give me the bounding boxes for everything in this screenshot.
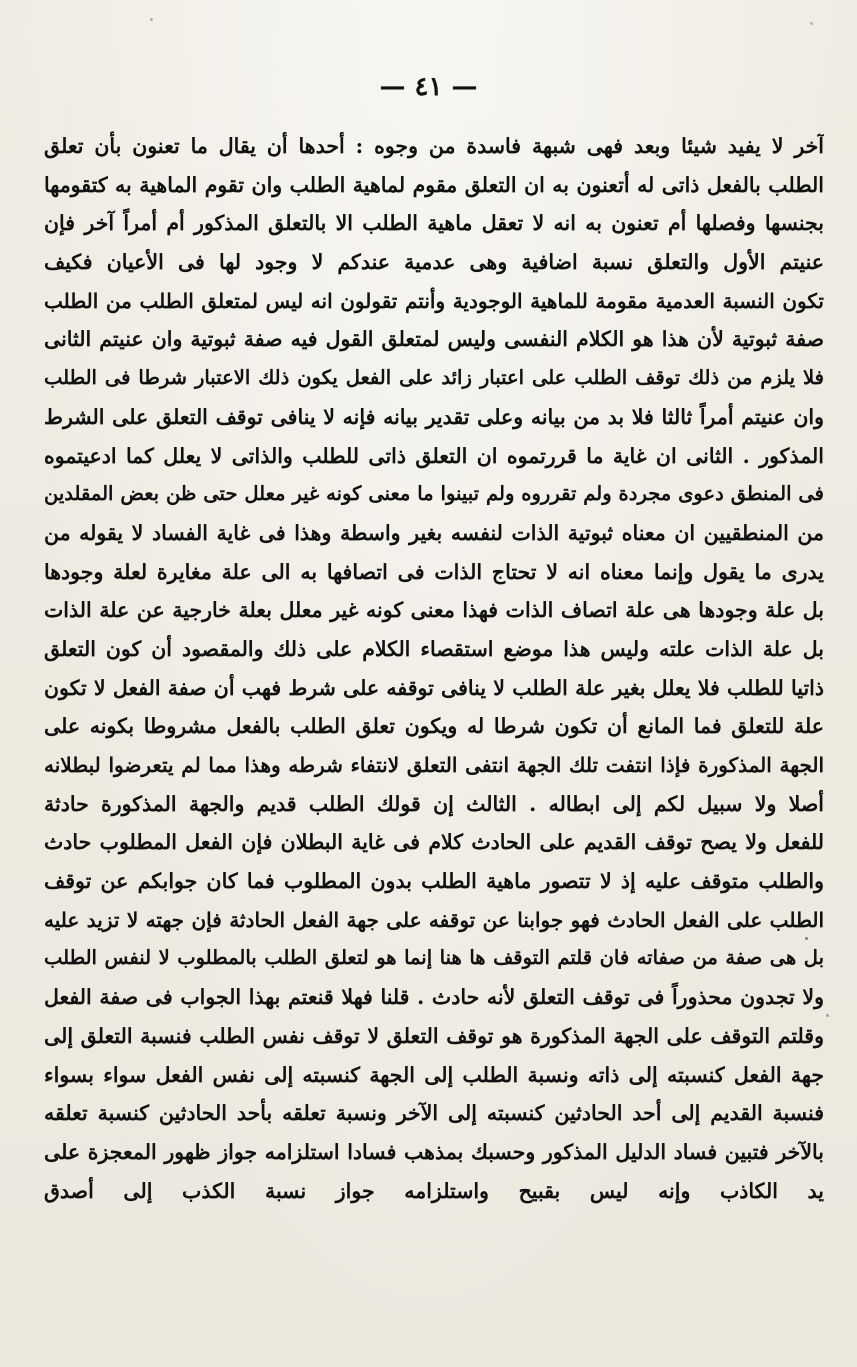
paper-speck (805, 937, 808, 940)
text-line: الجهة المذكورة فإذا انتفت تلك الجهة انتفى التعلق لانتفاء شرطه وهذا مما لم يتعرضوا لبطلانه (44, 753, 824, 777)
text-line: ذاتيا للطلب فلا يعلل بغير علة الطلب لا ينافى توقفه على شرط فهب أن صفة الفعل لا تكون (44, 675, 824, 700)
text-line: للفعل ولا يصح توقف القديم على الحادث كلام فى غاية البطلان فإن الفعل المطلوب حادث (44, 830, 824, 855)
paper-speck (810, 22, 813, 25)
text-line: يدرى ما يقول وإنما معناه انه لا تحتاج الذات فى اتصافها به الى علة مغايرة لعلة وجودها (44, 559, 824, 584)
text-line: تكون النسبة العدمية مقومة للماهية الوجودية وأنتم تقولون انه ليس لمتعلق الطلب من الطلب (44, 288, 824, 313)
text-line: أصلا ولا سبيل لكم إلى ابطاله . الثالث إن قولك الطلب قديم والجهة المذكورة حادثة (44, 791, 824, 816)
text-line: وان عنيتم أمراً ثالثا فلا بد من بيانه وعلى تقدير بيانه فإنه لا ينافى توقف التعلق على الشرط (44, 404, 824, 429)
text-line: عنيتم الأول والتعلق نسبة اضافية وهى عدمية عندكم لا وجود لها فى الأعيان فكيف (44, 250, 824, 275)
text-line: فى المنطق دعوى مجردة ولم تقرروه ولم تبينوا ما معنى كونه غير معلل حتى ظن بعض المقلدين (44, 482, 824, 506)
text-line: الطلب بالفعل ذاتى له أتعنون به ان التعلق مقوم لماهية الطلب وان تقوم الماهية به كتقومها (44, 172, 824, 197)
text-line: فنسبة القديم إلى أحد الحادثين كنسبته إلى الآخر ونسبة تعلقه بأحد الحادثين كنسبة تعلقه (44, 1101, 824, 1126)
text-line: علة للتعلق فما المانع أن تكون شرطا له ويكون تعلق الطلب بالفعل مشروطا بكونه على (44, 714, 824, 739)
text-line: من المنطقيين ان معناه ثبوتية الذات لنفسه بغير واسطة وهذا فى غاية الفساد لا يقوله من (44, 520, 824, 545)
text-line: فلا يلزم من ذلك توقف الطلب على اعتبار زائد على الفعل يكون ذلك الاعتبار شرطا فى الطلب (44, 366, 824, 390)
text-line: الطلب على الفعل الحادث فهو جوابنا عن توقفه على جهة الفعل الحادثة فإن جهته لا تزيد عليه (44, 907, 824, 932)
text-line: جهة الفعل كنسبته إلى ذاته ونسبة الطلب إلى الجهة كنسبته إلى نفس الفعل سواء بسواء (44, 1062, 824, 1087)
text-line: بالآخر فتبين فساد الدليل المذكور وحسبك بمذهب فسادا استلزامه جواز ظهور المعجزة على (44, 1139, 824, 1164)
text-line: المذكور . الثانى ان غاية ما قررتموه ان التعلق ذاتى للطلب والذاتى لا يعلل كما ادعيتموه (44, 443, 824, 468)
text-line: بل هى صفة من صفاته فان قلتم التوقف ها هنا إنما هو لتعلق الطلب بالمطلوب لا لنفس الطلب (44, 946, 824, 970)
text-line: صفة ثبوتية لأن هذا هو الكلام النفسى وليس لمتعلق القول فيه صفة ثبوتية وان عنيتم الثانى (44, 327, 824, 352)
text-line: والطلب متوقف عليه إذ لا تتصور ماهية الطلب بدون المطلوب فما كان جوابكم عن توقف (44, 869, 824, 894)
text-line: وقلتم التوقف على الجهة المذكورة هو توقف التعلق لا توقف نفس الطلب فنسبة التعلق إلى (44, 1023, 824, 1048)
paper-speck (826, 1014, 829, 1017)
body-text (44, 127, 824, 1210)
text-line: بل علة الذات علته وليس هذا موضع استقصاء الكلام على ذلك والمقصود أن كون التعلق (44, 636, 824, 661)
page-number: — ٤١ — (379, 72, 478, 102)
text-line: ولا تجدون محذوراً فى توقف التعلق لأنه حادث . قلنا فهلا قنعتم بهذا الجواب فى صفة الفعل (44, 985, 824, 1010)
text-line: يد الكاذب وإنه ليس بقبيح واستلزامه جواز نسبة الكذب إلى أصدق (44, 1178, 824, 1203)
text-line: بجنسها وفصلها أم تعنون به انه لا تعقل ماهية الطلب الا بالتعلق المذكور أم أمراً آخر فإن (44, 211, 824, 236)
text-line: بل علة وجودها هى علة اتصاف الذات فهذا معنى كونه غير معلل بعلة خارجية عن علة الذات (44, 598, 824, 623)
paper-speck (150, 18, 153, 21)
text-line: آخر لا يفيد شيئا وبعد فهى شبهة فاسدة من وجوه : أحدها أن يقال ما تعنون بأن تعلق (44, 134, 824, 158)
